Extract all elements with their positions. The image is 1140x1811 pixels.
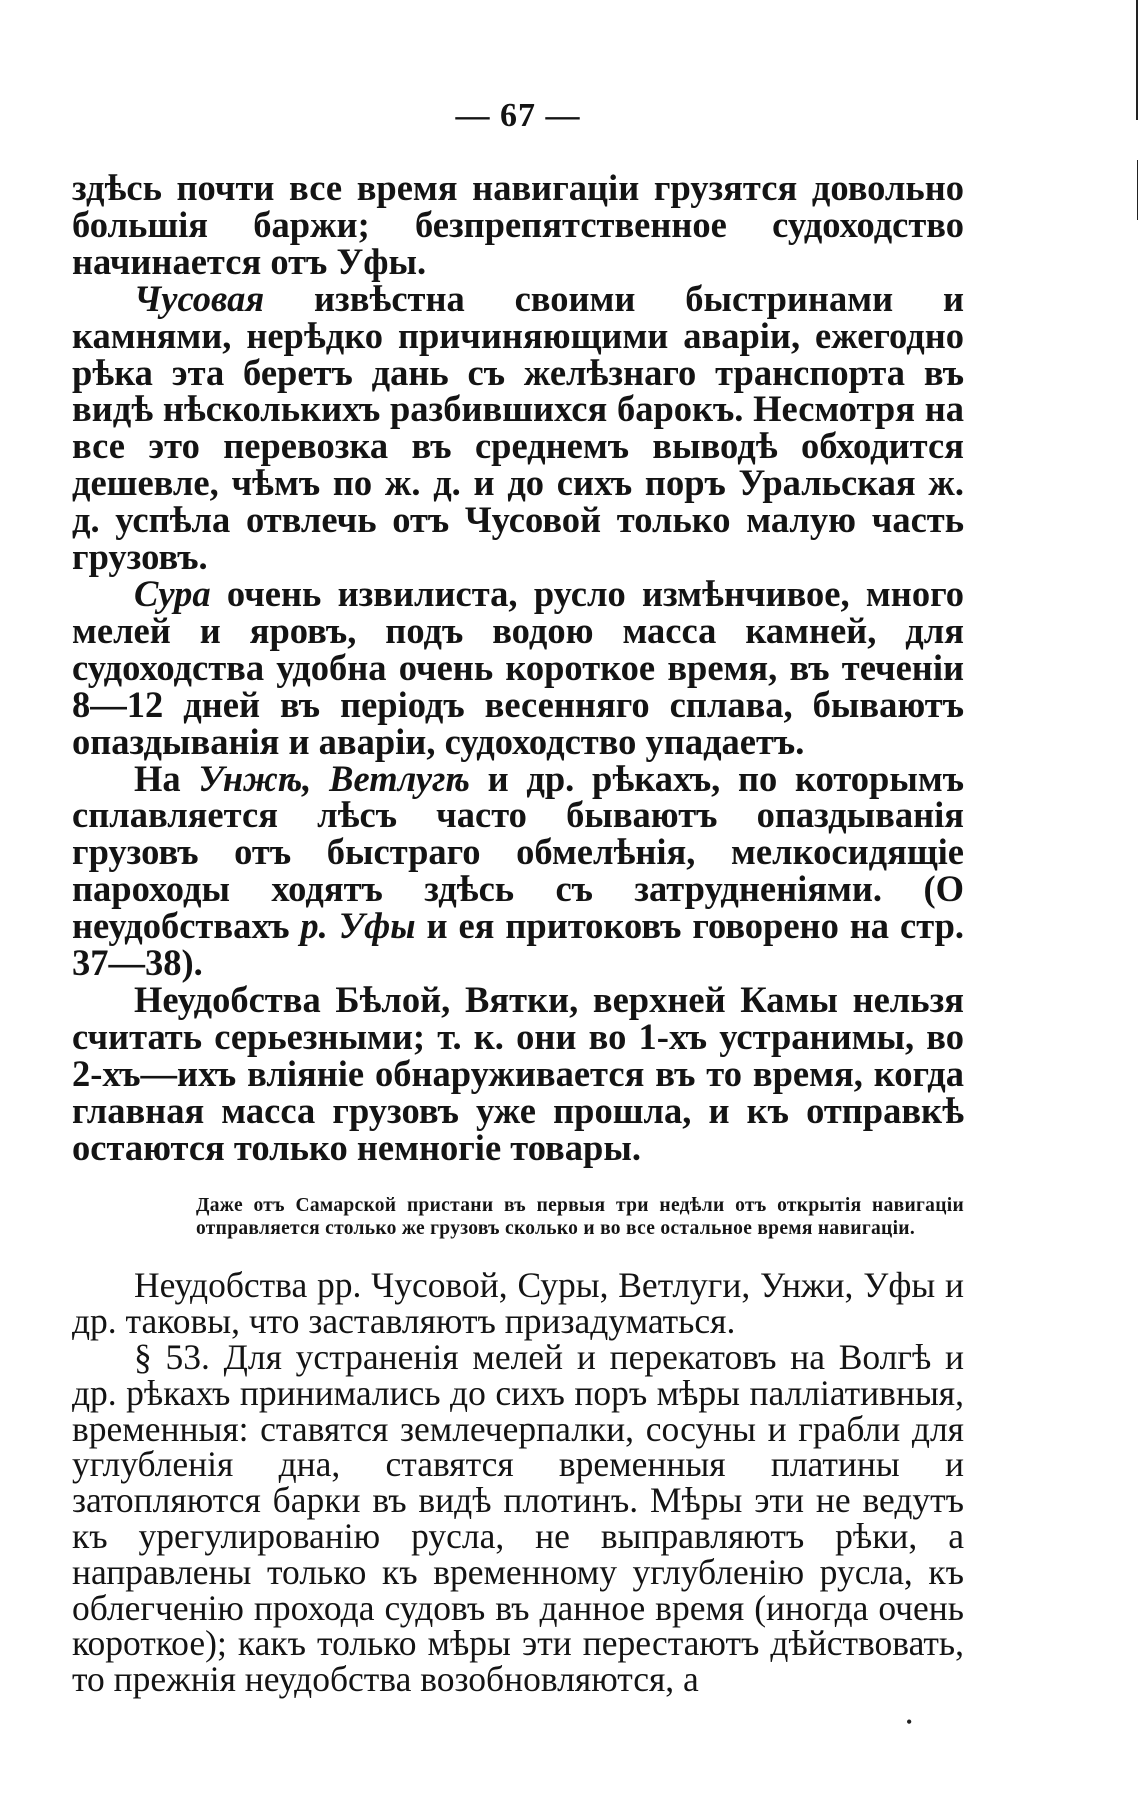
- paragraph-section-53: [72, 1337, 964, 1700]
- paragraph-1: [72, 167, 964, 282]
- river-name-chusovaya: Чусовая: [134, 277, 265, 319]
- paragraph-inconveniences-text: Неудобства рр. Чусовой, Суры, Ветлуги, Унжи, Уфы и др. таковы, что заставляютъ призадуматься.: [72, 1265, 964, 1342]
- document-page: [72, 96, 964, 1698]
- paragraph-inconveniences: [72, 1265, 964, 1342]
- paragraph-1-text: здѣсь почти все время навигаціи грузятся довольно большія баржи; безпрепятственное судоходство начинается отъ Уфы.: [72, 167, 964, 282]
- paragraph-unzha-text-c: и ея притоковъ говорено на стр. 37—38).: [72, 905, 964, 984]
- scan-edge-line: [1136, 0, 1138, 120]
- paragraph-unzha-text-a: На: [134, 757, 199, 799]
- scan-speck: •: [906, 1712, 913, 1732]
- paragraph-belaya-text: Неудобства Бѣлой, Вятки, верхней Камы нельзя считать серьезными; т. к. они во 1-хъ устранимы, во 2-хъ—ихъ вліяніе обнаруживается въ то время, когда главная масса грузовъ уже прошла, и къ отправкѣ остаются только немногіе товары.: [72, 978, 964, 1168]
- paragraph-section-53-text: § 53. Для устраненія мелей и перекатовъ на Волгѣ и др. рѣкахъ принимались до сихъ поръ мѣры палліативныя, временныя: ставятся землечерпалки, сосуны и грабли для углубленія дна, ставятся временныя платины и затопляются барки въ видѣ плотинъ. Мѣры эти не ведутъ къ урегулированію русла, не выправляютъ рѣки, а направлены только къ временному углубленію русла, къ облегченію прохода судовъ въ данное время (иногда очень короткое); какъ только мѣры эти перестаютъ дѣйствовать, то прежнія неудобства возобновляются, а: [72, 1337, 964, 1700]
- page-number: — 67 —: [455, 97, 581, 134]
- scan-edge-line: [1137, 160, 1138, 220]
- paragraph-unzha-text-b: и др. рѣкахъ, по которымъ сплавляется лѣсъ часто бываютъ опаздыванія грузовъ отъ быстраго обмелѣнія, мелкосидящіе пароходы ходятъ здѣсь съ затрудненіями. (О неудобствахъ: [72, 757, 964, 947]
- paragraph-chusovaya: [72, 277, 964, 578]
- paragraph-sura-text: очень извилиста, русло измѣнчивое, много мелей и яровъ, подъ водою масса камней, для судоходства удобна очень короткое время, въ теченіи 8—12 дней въ періодъ весенняго сплава, бываютъ опаздыванія и аваріи, судоходство упадаетъ.: [72, 572, 964, 762]
- paragraph-belaya-vyatka: [72, 978, 964, 1168]
- river-name-ufa: р. Уфы: [300, 905, 416, 947]
- paragraph-sura: [72, 572, 964, 762]
- river-names-unzha-vetluga: Унжѣ, Ветлугѣ: [198, 757, 470, 799]
- footnote: Даже отъ Самарской пристани въ первыя три недѣли отъ открытія навигаціи отправляется столько же грузовъ сколько и во все остальное время навигаціи.: [196, 1195, 964, 1240]
- paragraph-chusovaya-text: извѣстна своими быстринами и камнями, нерѣдко причиняющими аваріи, ежегодно рѣка эта беретъ дань съ желѣзнаго транспорта въ видѣ нѣсколькихъ разбившихся барокъ. Несмотря на все это перевозка въ среднемъ выводѣ обходится дешевле, чѣмъ по ж. д. и до сихъ поръ Уральская ж. д. успѣла отвлечь отъ Чусовой только малую часть грузовъ.: [72, 277, 964, 578]
- paragraph-unzha-vetluga: [72, 757, 964, 984]
- river-name-sura: Сура: [134, 572, 211, 614]
